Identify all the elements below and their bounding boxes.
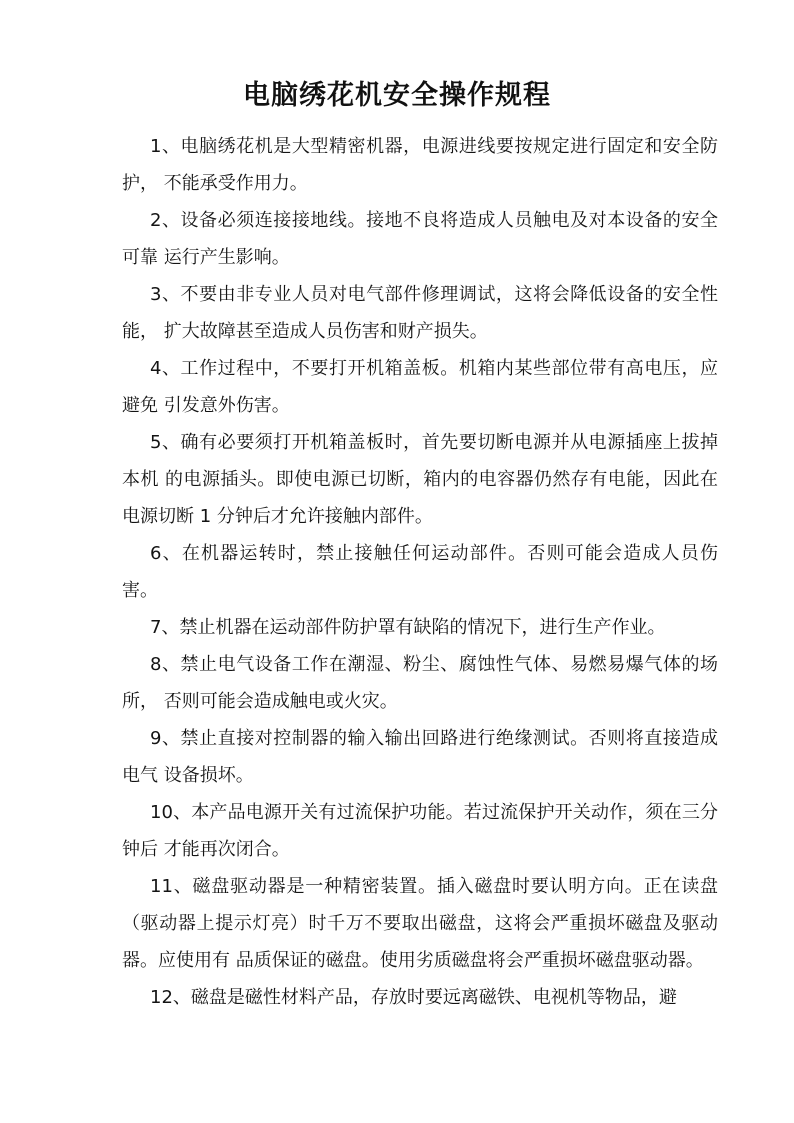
rule-paragraph-6: 6、在机器运转时，禁止接触任何运动部件。否则可能会造成人员伤害。 bbox=[122, 543, 718, 601]
rule-paragraph-2: 2、设备必须连接接地线。接地不良将造成人员触电及对本设备的安全可靠 运行产生影响。 bbox=[122, 210, 718, 268]
rule-paragraph-9: 9、禁止直接对控制器的输入输出回路进行绝缘测试。否则将直接造成电气 设备损坏。 bbox=[122, 728, 718, 786]
rule-paragraph-1: 1、电脑绣花机是大型精密机器，电源进线要按规定进行固定和安全防护， 不能承受作用力。 bbox=[122, 136, 718, 194]
document-title: 电脑绣花机安全操作规程 bbox=[243, 80, 551, 111]
rule-paragraph-8: 8、禁止电气设备工作在潮湿、粉尘、腐蚀性气体、易燃易爆气体的场所， 否则可能会造成触电或火灾。 bbox=[122, 654, 718, 712]
document-body bbox=[122, 128, 718, 1016]
rule-paragraph-5: 5、确有必要须打开机箱盖板时，首先要切断电源并从电源插座上拔掉本机 的电源插头。即使电源已切断，箱内的电容器仍然存有电能，因此在电源切断 1 分钟后才允许接触内部件。 bbox=[122, 432, 718, 527]
rule-paragraph-12: 12、磁盘是磁性材料产品，存放时要远离磁铁、电视机等物品，避 bbox=[150, 987, 677, 1008]
rule-paragraph-7: 7、禁止机器在运动部件防护罩有缺陷的情况下，进行生产作业。 bbox=[150, 617, 666, 638]
rule-paragraph-3: 3、不要由非专业人员对电气部件修理调试，这将会降低设备的安全性能， 扩大故障甚至造成人员伤害和财产损失。 bbox=[122, 284, 718, 342]
rule-paragraph-4: 4、工作过程中，不要打开机箱盖板。机箱内某些部位带有高电压，应避免 引发意外伤害。 bbox=[122, 358, 718, 416]
rule-paragraph-11: 11、磁盘驱动器是一种精密装置。插入磁盘时要认明方向。正在读盘（驱动器上提示灯亮）时千万不要取出磁盘，这将会严重损坏磁盘及驱动器。应使用有 品质保证的磁盘。使用劣质磁盘将会严重损坏磁盘驱动器。 bbox=[122, 876, 718, 971]
rule-paragraph-10: 10、本产品电源开关有过流保护功能。若过流保护开关动作，须在三分钟后 才能再次闭合。 bbox=[122, 802, 718, 860]
